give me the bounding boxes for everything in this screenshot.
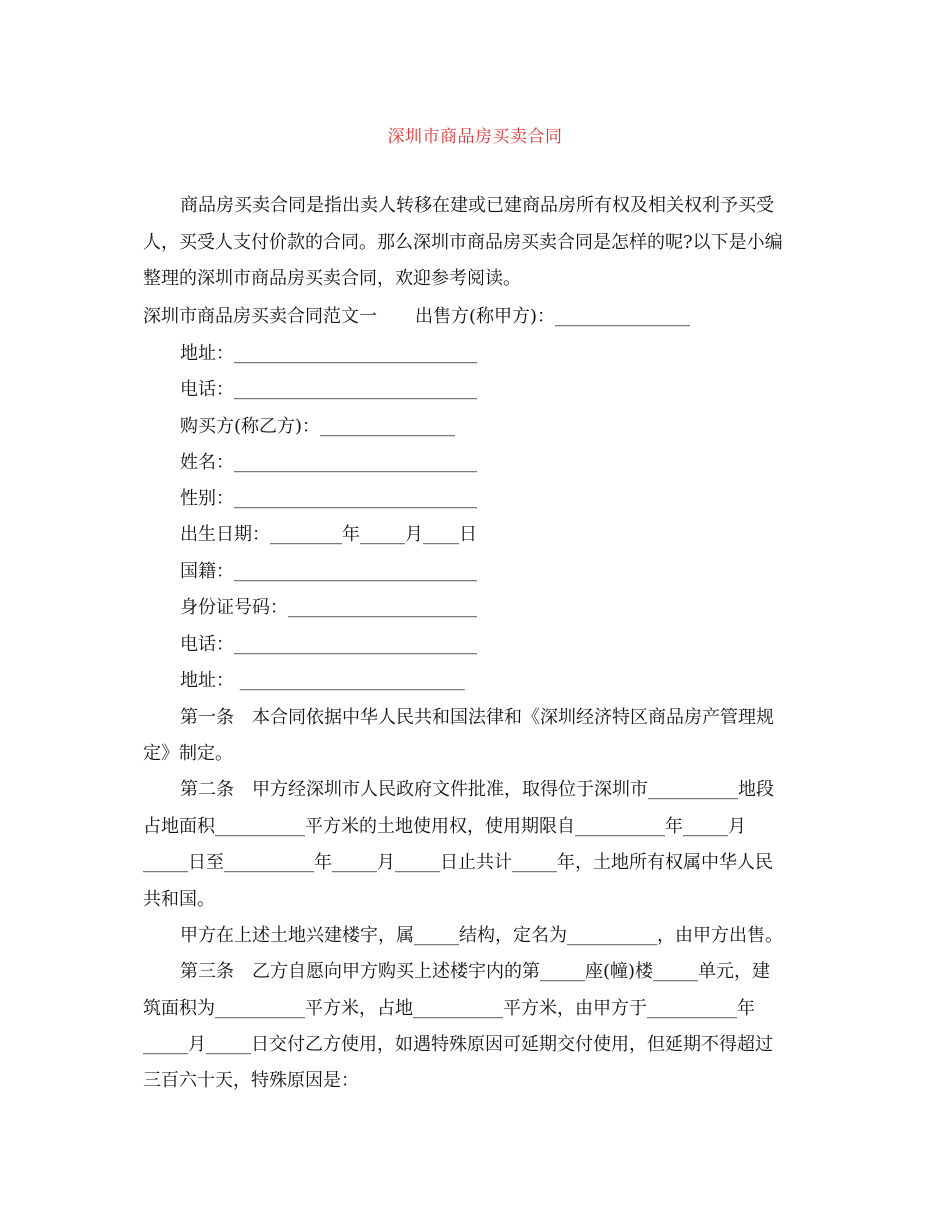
article-3-line-1: 第三条 乙方自愿向甲方购买上述楼宇内的第_____座(幢)楼_____单元，建 — [180, 961, 771, 982]
sample-heading-row — [143, 304, 690, 330]
building-paragraph: 甲方在上述土地兴建楼宇，属_____结构，定名为__________，由甲方出售。 — [180, 925, 783, 946]
seller-field: 出售方(称甲方)：_______________ — [415, 306, 691, 327]
article-3-line-3: _____月_____日交付乙方使用，如遇特殊原因可延期交付使用，但延期不得超过 — [143, 1034, 773, 1055]
id-number-field: 身份证号码：_____________________ — [180, 597, 477, 618]
article-2-line-1: 第二条 甲方经深圳市人民政府文件批准，取得位于深圳市__________地段 — [180, 779, 774, 800]
intro-line-3: 整理的深圳市商品房买卖合同，欢迎参考阅读。 — [143, 268, 521, 289]
address-field-2: 地址： _________________________ — [180, 670, 465, 691]
article-1-line-1: 第一条 本合同依据中华人民共和国法律和《深圳经济特区商品房产管理规 — [180, 707, 774, 728]
phone-field-2: 电话：___________________________ — [180, 634, 477, 655]
phone-field: 电话：___________________________ — [180, 379, 477, 400]
document-title: 深圳市商品房买卖合同 — [387, 127, 563, 147]
gender-field: 性别：___________________________ — [180, 488, 477, 509]
article-3-line-2: 筑面积为__________平方米，占地__________平方米，由甲方于__________年 — [143, 998, 755, 1019]
name-field: 姓名：___________________________ — [180, 452, 477, 473]
birthdate-field: 出生日期：________年_____月____日 — [180, 524, 477, 545]
article-1-line-2: 定》制定。 — [143, 743, 233, 764]
intro-line-2: 人，买受人支付价款的合同。那么深圳市商品房买卖合同是怎样的呢?以下是小编 — [143, 232, 783, 253]
nationality-field: 国籍：___________________________ — [180, 561, 477, 582]
article-2-line-2: 占地面积__________平方米的土地使用权，使用期限自__________年_____月 — [143, 816, 746, 837]
address-field: 地址：___________________________ — [180, 343, 477, 364]
sample-heading: 深圳市商品房买卖合同范文一 — [143, 306, 377, 327]
article-3-line-4: 三百六十天，特殊原因是： — [143, 1070, 359, 1091]
article-2-line-4: 共和国。 — [143, 889, 215, 910]
article-2-line-3: _____日至__________年_____月_____日止共计_____年，土地所有权属中华人民 — [143, 852, 773, 873]
intro-line-1: 商品房买卖合同是指出卖人转移在建或已建商品房所有权及相关权利予买受 — [180, 195, 774, 216]
buyer-field: 购买方(称乙方)：_______________ — [180, 416, 456, 437]
